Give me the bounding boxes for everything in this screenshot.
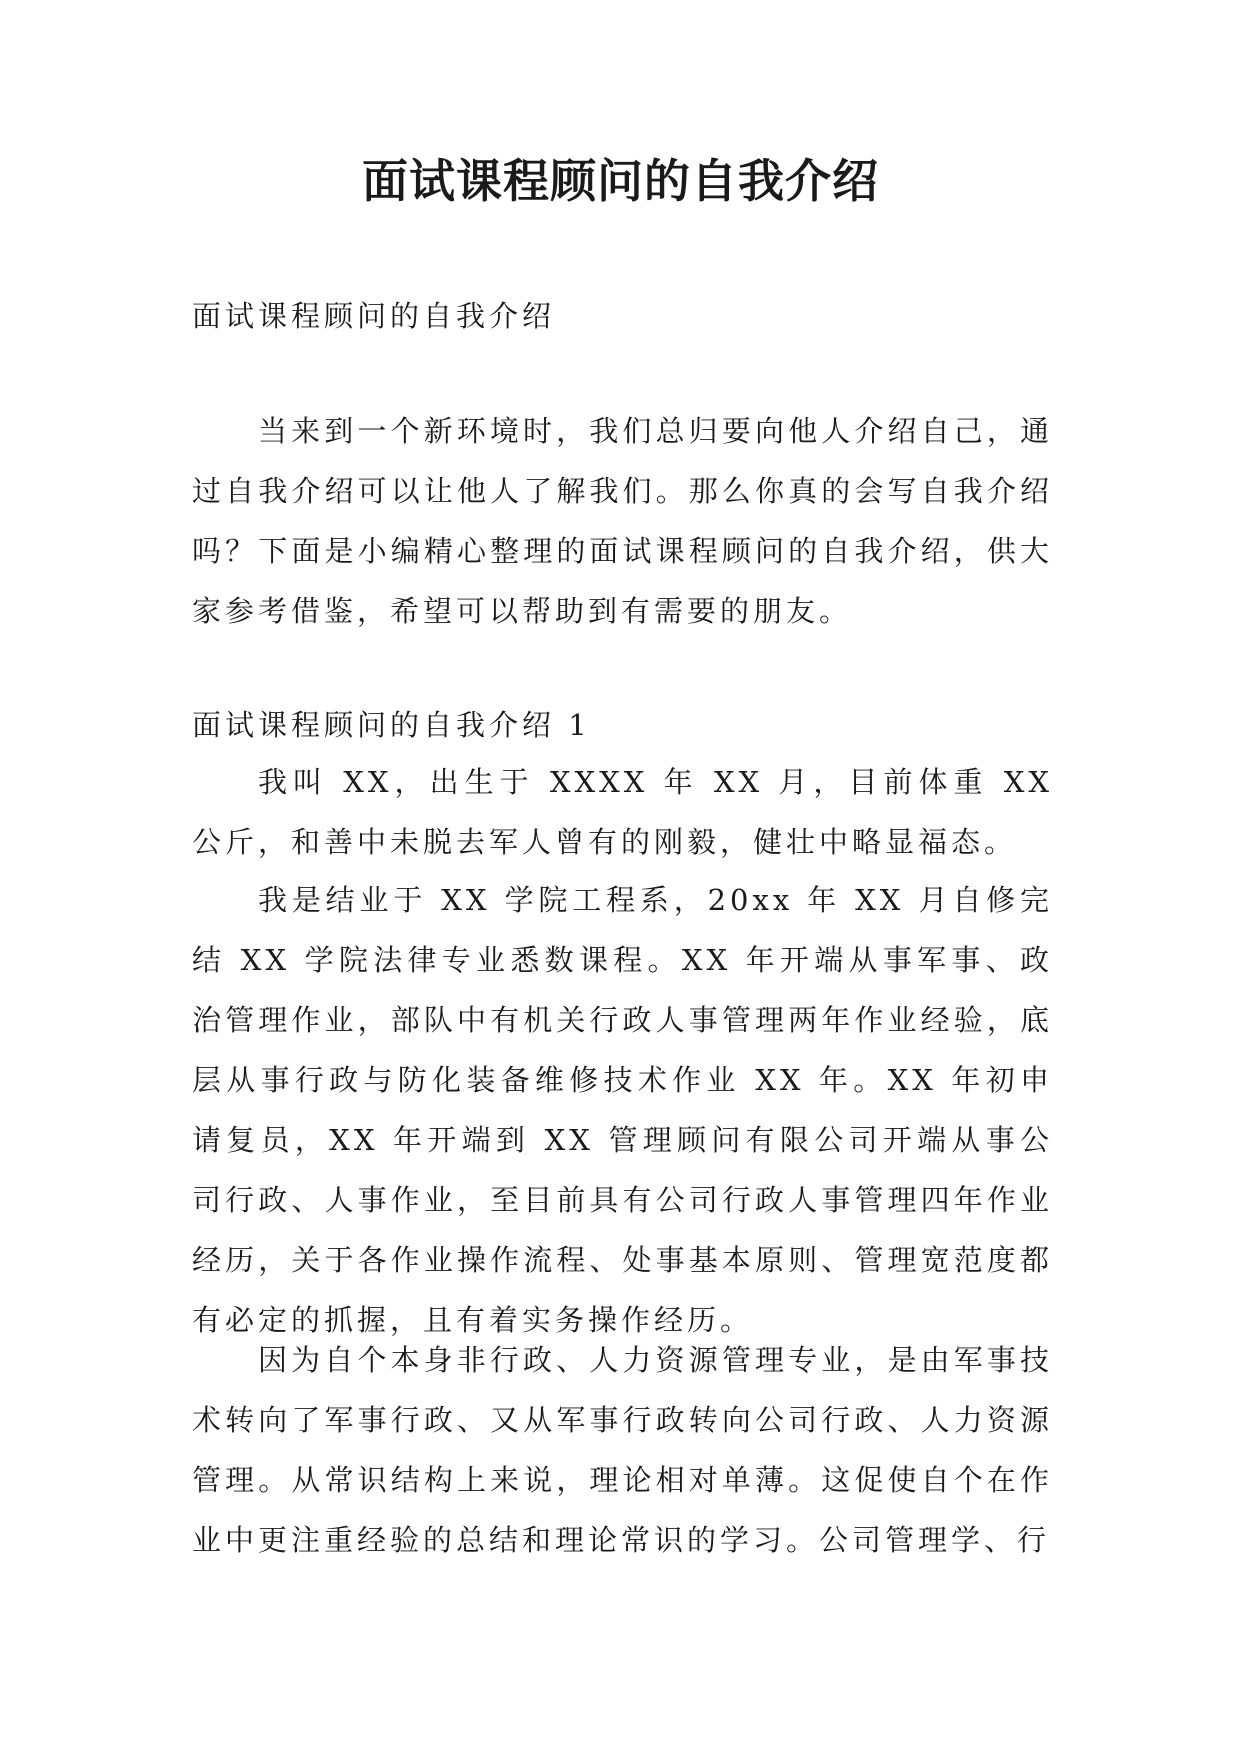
body-paragraph-1: 我叫 XX，出生于 XXXX 年 XX 月，目前体重 XX 公斤，和善中未脱去军人曾有的刚毅，健壮中略显福态。 bbox=[192, 765, 1053, 859]
document-title: 面试课程顾问的自我介绍 bbox=[362, 154, 879, 208]
body-paragraph-3: 因为自个本身非行政、人力资源管理专业，是由军事技术转向了军事行政、又从军事行政转向公司行政、人力资源管理。从常识结构上来说，理论相对单薄。这促使自个在作业中更注重经验的总结和理论常识的学习。公司管理学、行 bbox=[192, 1343, 1053, 1557]
section-heading-1: 面试课程顾问的自我介绍 1 bbox=[192, 708, 591, 742]
body-paragraph-2: 我是结业于 XX 学院工程系，20xx 年 XX 月自修完结 XX 学院法律专业悉数课程。XX 年开端从事军事、政治管理作业，部队中有机关行政人事管理两年作业经验，底层从事行政与防化装备维修技术作业 XX 年。XX 年初申请复员，XX 年开端到 XX 管理顾问有限公司开端从事公司行政、人事作业，至目前具有公司行政人事管理四年作业经历，关于各作业操作流程、处事基本原则、管理宽范度都有必定的抓握，且有着实务操作经历。 bbox=[192, 883, 1053, 1337]
intro-paragraph: 当来到一个新环境时，我们总归要向他人介绍自己，通过自我介绍可以让他人了解我们。那么你真的会写自我介绍吗？下面是小编精心整理的面试课程顾问的自我介绍，供大家参考借鉴，希望可以帮助到有需要的朋友。 bbox=[192, 414, 1053, 628]
document-subtitle: 面试课程顾问的自我介绍 bbox=[192, 299, 556, 333]
